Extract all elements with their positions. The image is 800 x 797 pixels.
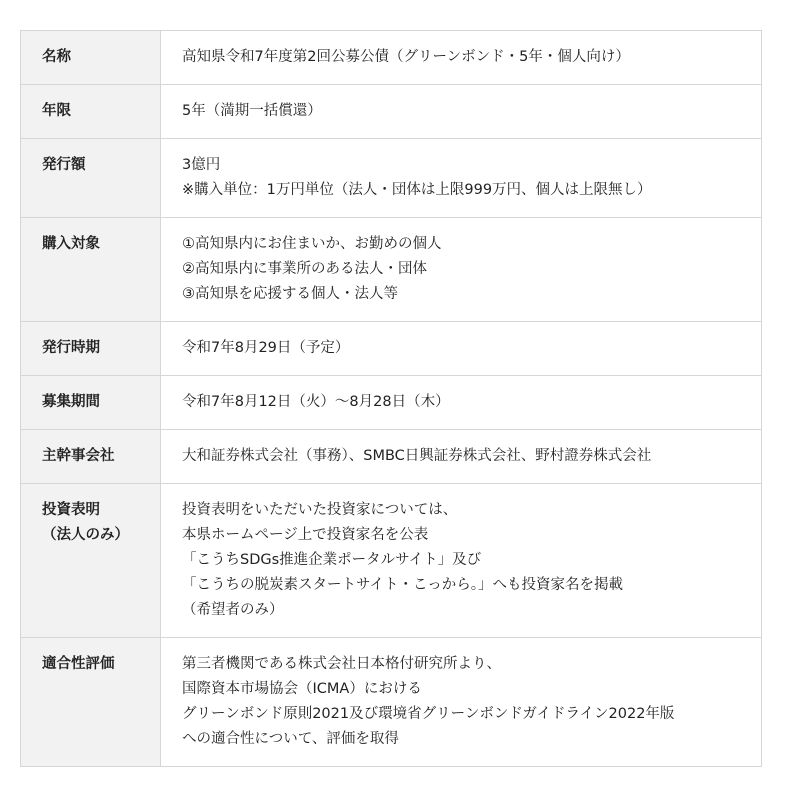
row-header [21,376,161,430]
table-row-name [21,31,762,85]
row-value [161,218,762,322]
row-value-line: ※購入単位：1万円単位（法人・団体は上限999万円、個人は上限無し） [182,182,652,198]
row-header-label: 募集期間 [42,394,100,410]
row-value-line: 国際資本市場協会（ICMA）における [182,681,422,697]
row-value-line: 投資表明をいただいた投資家については、 [182,502,458,518]
row-header-label: （法人のみ） [42,527,129,543]
row-header-label: 年限 [42,103,71,119]
row-value-line: グリーンボンド原則2021及び環境省グリーンボンドガイドライン2022年版 [182,706,675,722]
bond-info-table [20,30,762,767]
row-value-line: への適合性について、評価を取得 [182,731,399,747]
row-value [161,376,762,430]
row-header [21,484,161,638]
table-row-term [21,85,762,139]
table-row-conformity-assessment [21,638,762,767]
row-header-label: 発行時期 [42,340,100,356]
row-header-label: 名称 [42,49,71,65]
row-value-line: 本県ホームページ上で投資家名を公表 [182,527,429,543]
row-header [21,322,161,376]
row-value-line: ②高知県内に事業所のある法人・団体 [182,261,427,277]
row-header-label: 発行額 [42,157,86,173]
row-value-line: （希望者のみ） [182,602,284,618]
row-value-line: 「こうちSDGs推進企業ポータルサイト」及び [182,552,482,568]
table-row-offering-period [21,376,762,430]
row-value [161,322,762,376]
row-value-line: 高知県令和7年度第2回公募公債（グリーンボンド・5年・個人向け） [182,49,630,65]
row-header [21,218,161,322]
row-header [21,31,161,85]
table-row-lead-managers [21,430,762,484]
row-value-line: 令和7年8月29日（予定） [182,340,350,356]
bond-info-table-container [20,30,761,767]
row-header [21,430,161,484]
row-value-line: 大和証券株式会社（事務）、SMBC日興証券株式会社、野村證券株式会社 [182,448,652,464]
row-value [161,638,762,767]
table-row-eligible-purchasers [21,218,762,322]
table-row-issue-amount [21,139,762,218]
row-value-line: ①高知県内にお住まいか、お勤めの個人 [182,236,442,252]
row-value-line: 「こうちの脱炭素スタートサイト・こっから。」へも投資家名を掲載 [182,577,623,593]
row-value [161,139,762,218]
row-value [161,484,762,638]
row-header-label: 主幹事会社 [42,448,115,464]
row-header [21,139,161,218]
row-value-line: 5年（満期一括償還） [182,103,322,119]
table-row-investment-declaration [21,484,762,638]
row-value-line: 3億円 [182,157,221,173]
row-value [161,31,762,85]
row-value [161,430,762,484]
row-value-line: 令和7年8月12日（火）～8月28日（木） [182,394,450,410]
row-header [21,638,161,767]
row-value [161,85,762,139]
row-header [21,85,161,139]
row-value-line: 第三者機関である株式会社日本格付研究所より、 [182,656,501,672]
row-header-label: 投資表明 [42,502,100,518]
row-header-label: 購入対象 [42,236,100,252]
row-header-label: 適合性評価 [42,656,115,672]
row-value-line: ③高知県を応援する個人・法人等 [182,286,398,302]
table-row-issue-date [21,322,762,376]
